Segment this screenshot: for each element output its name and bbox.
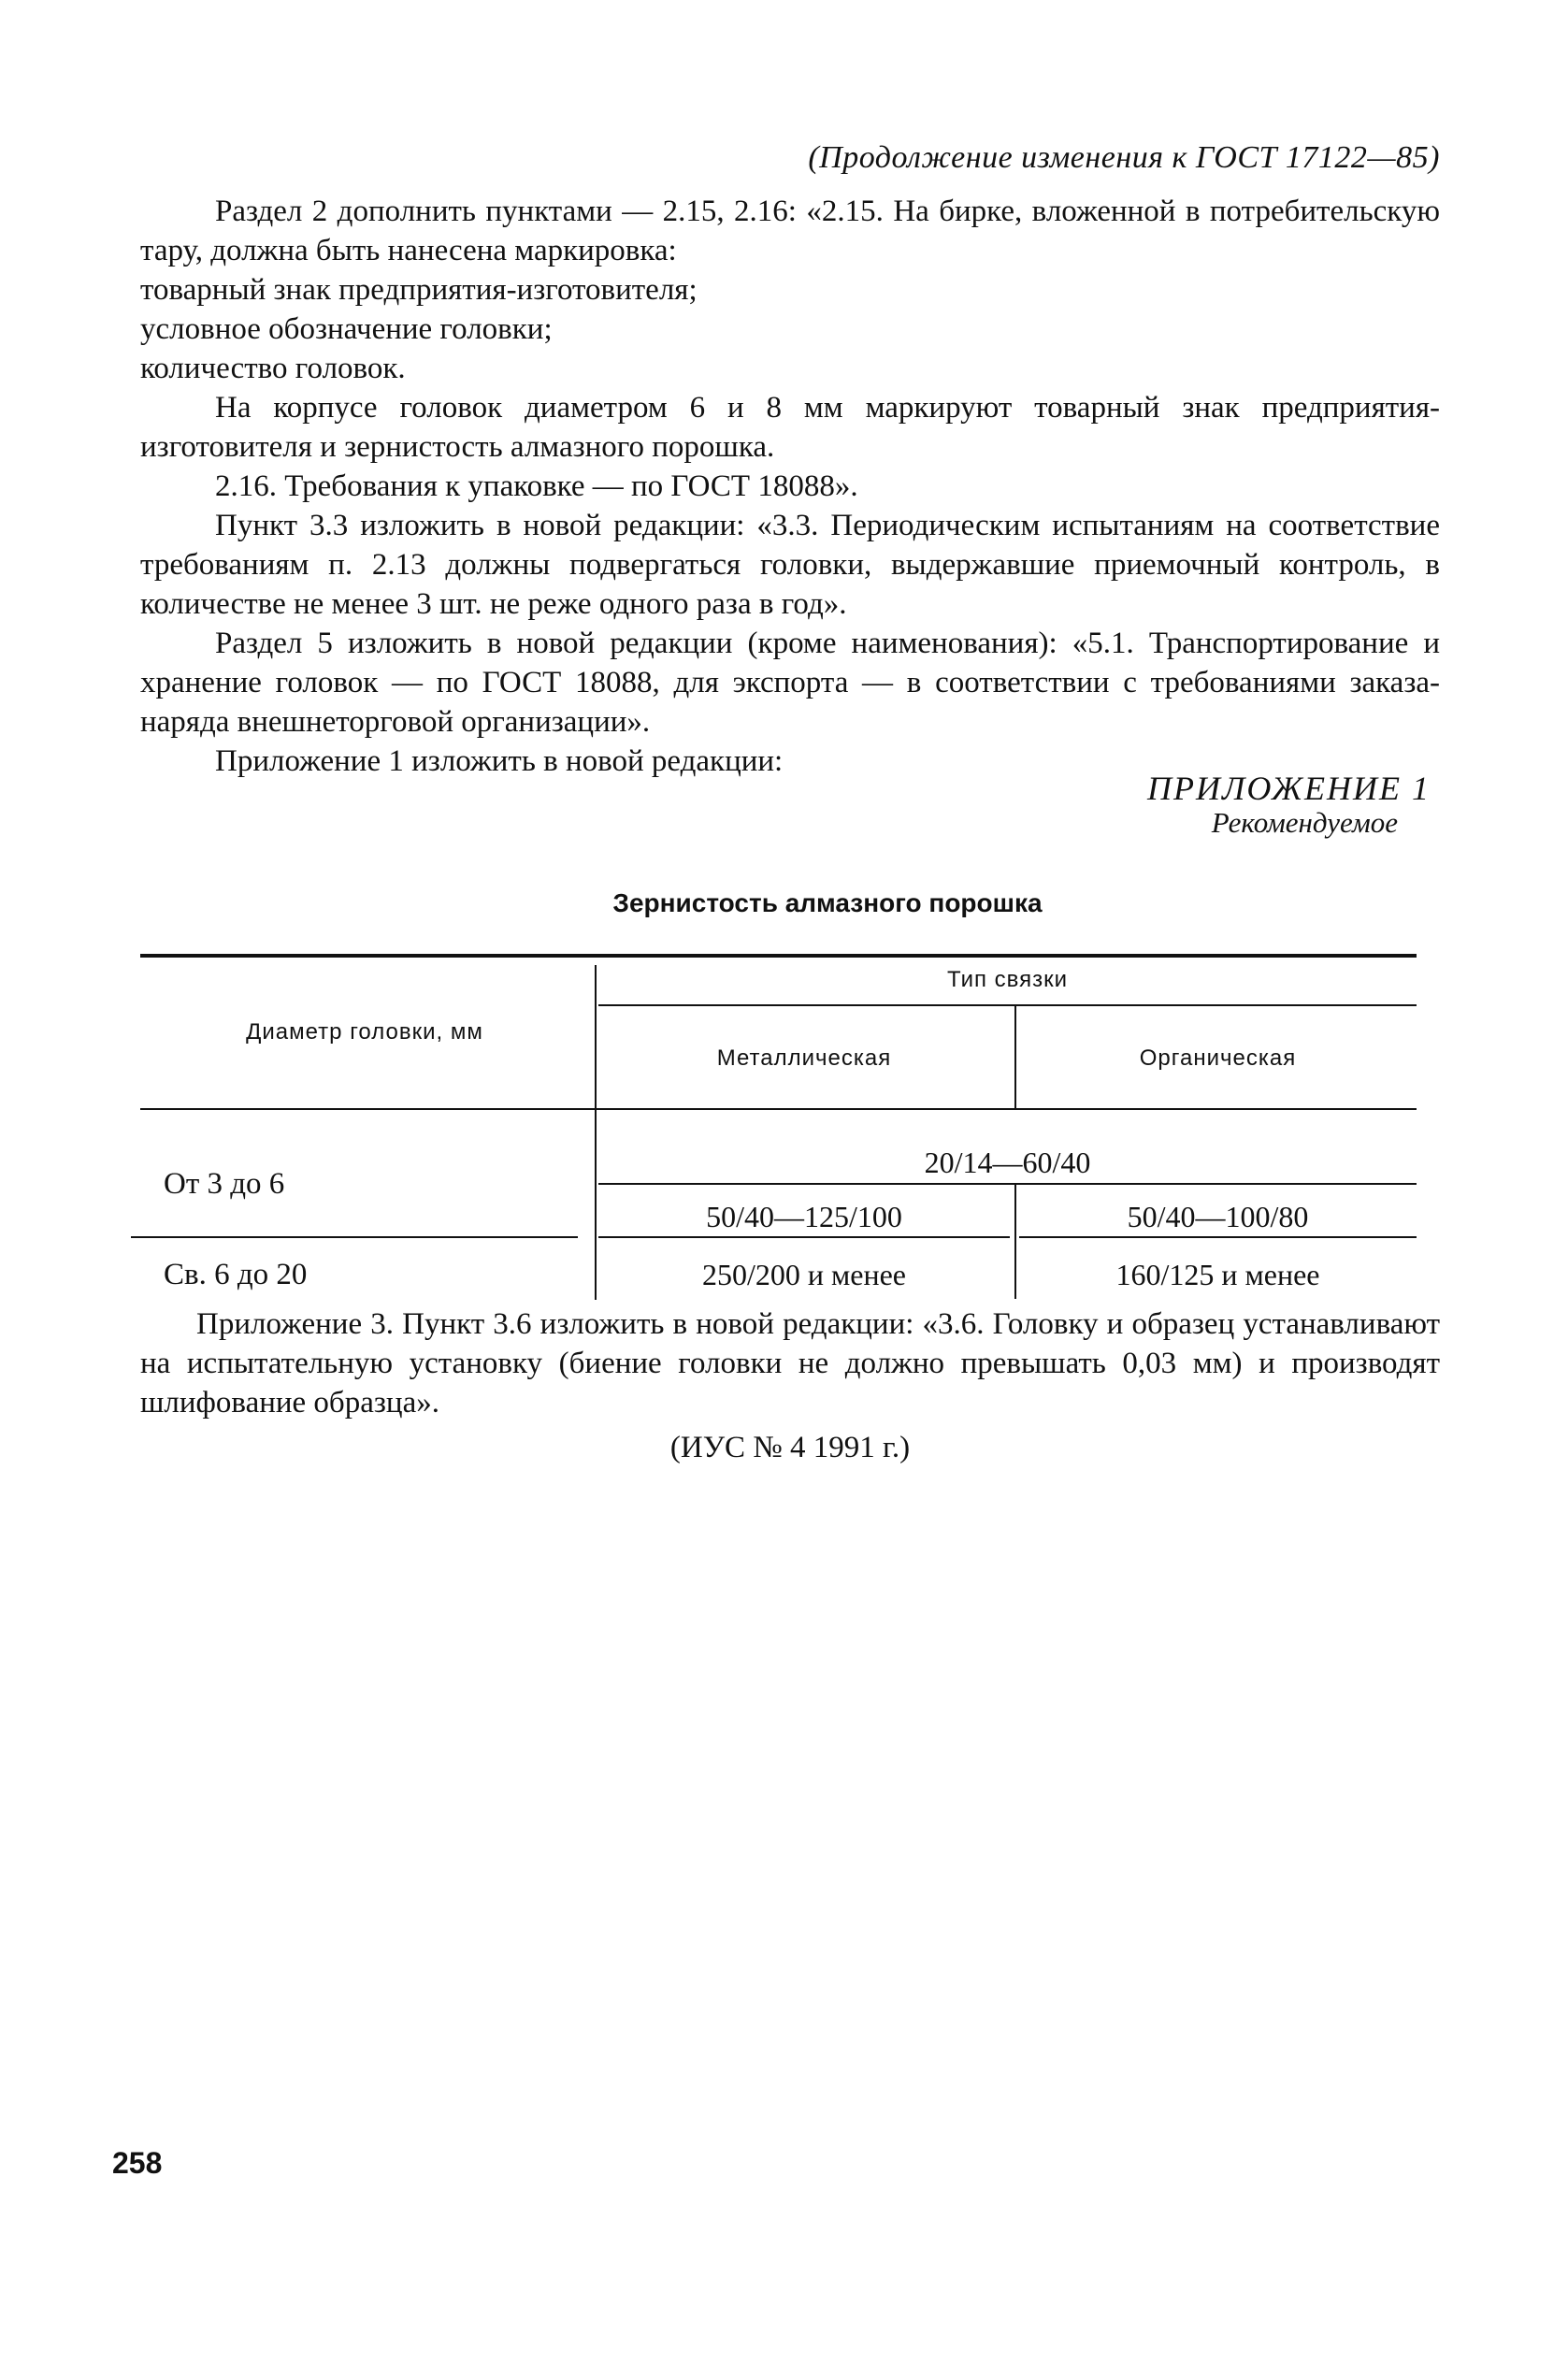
- header-binding-divider: [1014, 1006, 1016, 1109]
- paragraph-clause-3-3: Пункт 3.3 изложить в новой редакции: «3.3. Периодическим испытаниям на соответствие требованиям п. 2.13 должны подвергаться головки, выдержавшие приемочный контроль, в количестве не менее 3 шт. не реже одного раза в год».: [140, 509, 1440, 621]
- common-value-rule: [598, 1183, 1417, 1185]
- appendix-title: ПРИЛОЖЕНИЕ 1: [1147, 770, 1431, 807]
- paragraph-appendix-1-intro: Приложение 1 изложить в новой редакции:: [215, 744, 784, 778]
- binding-header-rule: [598, 1004, 1417, 1006]
- header-organic: Органическая: [1139, 1045, 1297, 1071]
- cell-metal-3-6: 50/40—125/100: [706, 1200, 902, 1233]
- source-note: (ИУС № 4 1991 г.): [669, 1431, 911, 1464]
- amendment-text: [140, 192, 1440, 781]
- header-binding-type: Тип связки: [946, 967, 1069, 992]
- table-title: Зернистость алмазного порошка: [612, 888, 1043, 917]
- row-separator-organic: [1019, 1236, 1417, 1238]
- appendix-3-amendment: [140, 1305, 1440, 1422]
- cell-common-3-6: 20/14—60/40: [924, 1146, 1091, 1179]
- paragraph-section-5: Раздел 5 изложить в новой редакции (кроме наименования): «5.1. Транспортирование и хранение головок — по ГОСТ 18088, для экспорта — в соответствии с требованиями заказа-наряда внешнеторговой организации».: [140, 627, 1440, 739]
- row-separator-metal: [598, 1236, 1010, 1238]
- marking-item-trademark: товарный знак предприятия-изготовителя;: [140, 273, 698, 307]
- diameter-column-divider: [595, 965, 597, 1300]
- paragraph-section-2: Раздел 2 дополнить пунктами — 2.15, 2.16: «2.15. На бирке, вложенной в потребительскую тару, должна быть нанесена маркировка:: [140, 195, 1440, 267]
- page-number: 258: [112, 2146, 163, 2180]
- table-top-rule: [140, 954, 1417, 958]
- row-label-6-20: Св. 6 до 20: [164, 1258, 308, 1291]
- row-label-3-6: От 3 до 6: [164, 1167, 285, 1201]
- header-bottom-rule: [140, 1108, 1417, 1110]
- header-metal: Металлическая: [716, 1045, 892, 1071]
- row-separator-left: [131, 1236, 578, 1238]
- paragraph-body-marking: На корпусе головок диаметром 6 и 8 мм маркируют товарный знак предприятия-изготовителя и зернистость алмазного порошка.: [140, 391, 1440, 464]
- header-diameter: Диаметр головки, мм: [246, 1019, 483, 1045]
- marking-item-quantity: количество головок.: [140, 352, 406, 385]
- running-header: (Продолжение изменения к ГОСТ 17122—85): [808, 140, 1440, 175]
- paragraph-appendix-3: Приложение 3. Пункт 3.6 изложить в новой редакции: «3.6. Головку и образец устанавливают на испытательную установку (биение головки не должно превышать 0,03 мм) и производят шлифование образца».: [140, 1307, 1440, 1420]
- cell-metal-6-20: 250/200 и менее: [702, 1258, 906, 1291]
- paragraph-packaging: 2.16. Требования к упаковке — по ГОСТ 18088».: [215, 469, 858, 503]
- appendix-subtitle: Рекомендуемое: [1211, 806, 1398, 839]
- marking-item-designation: условное обозначение головки;: [140, 312, 553, 346]
- cell-organic-3-6: 50/40—100/80: [1127, 1200, 1309, 1233]
- body-binding-divider: [1014, 1185, 1016, 1299]
- cell-organic-6-20: 160/125 и менее: [1115, 1258, 1320, 1291]
